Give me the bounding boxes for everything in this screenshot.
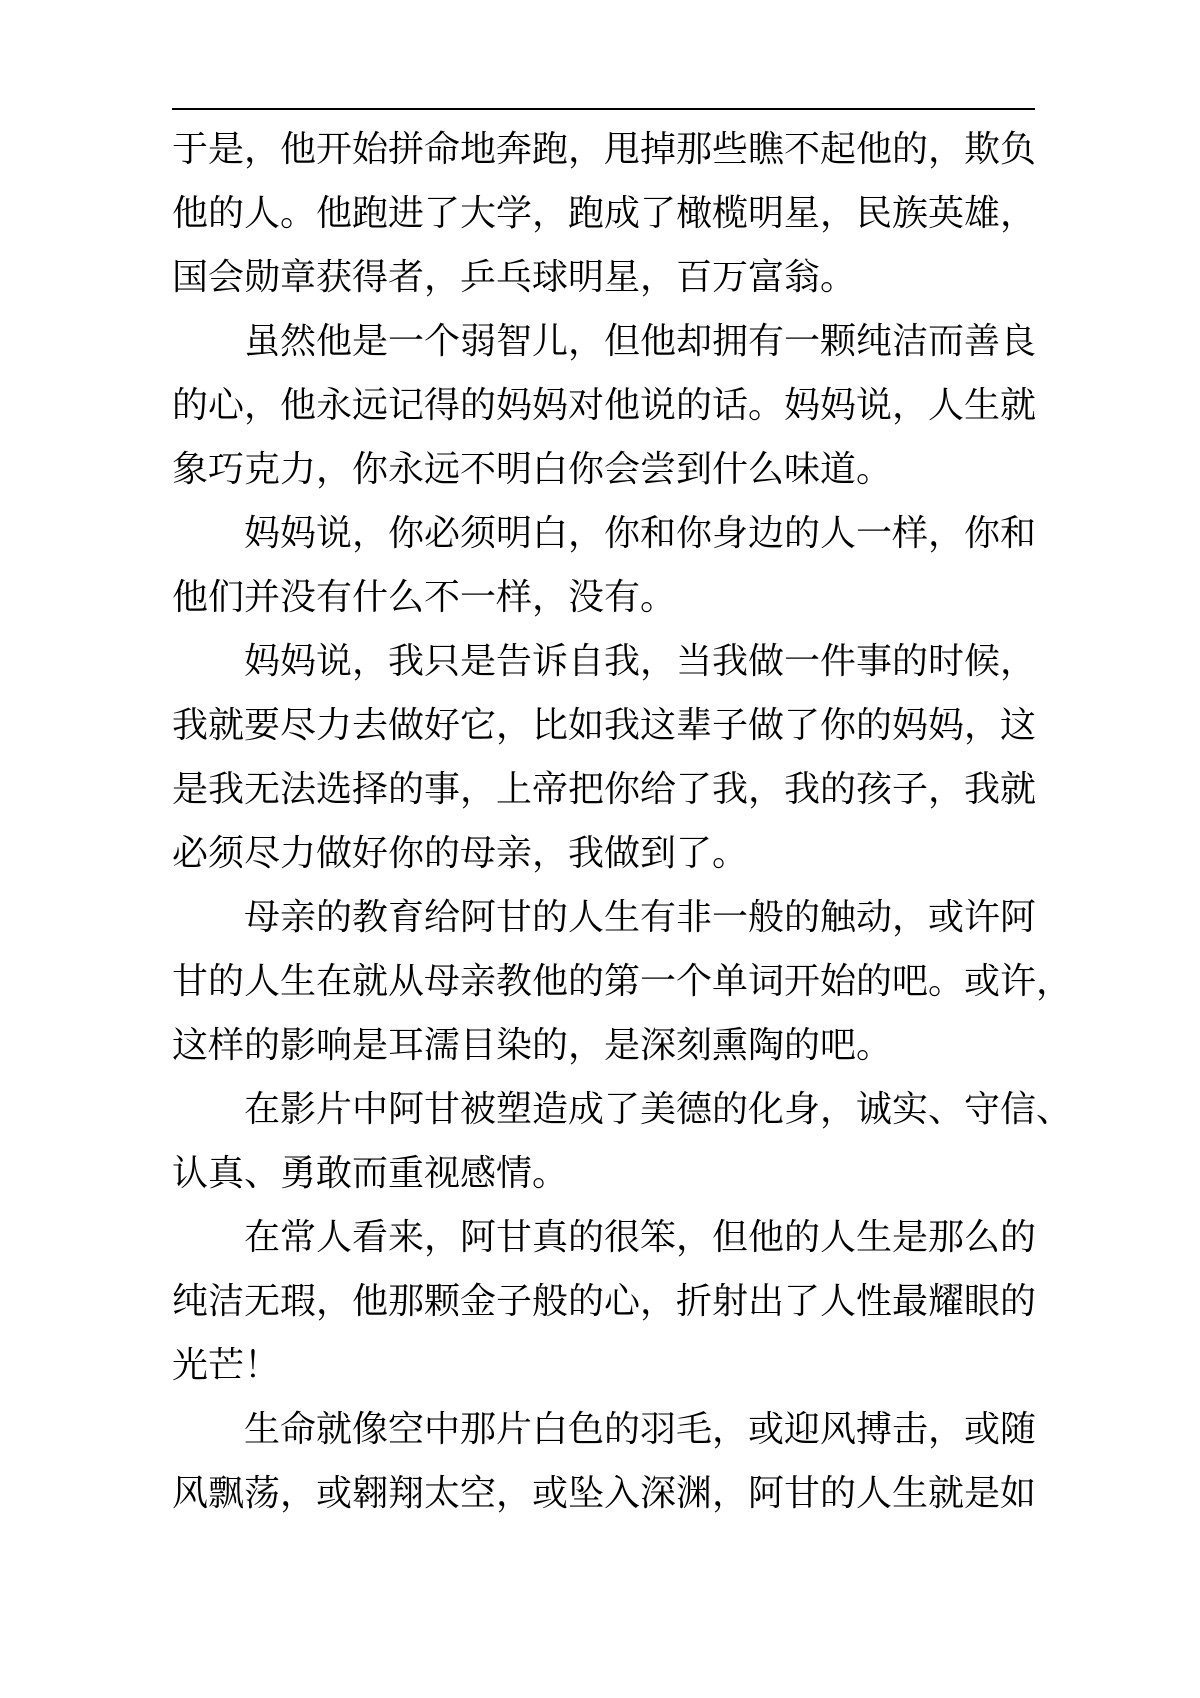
paragraph-line: 甘的人生在就从母亲教他的第一个单词开始的吧。或许， — [172, 961, 1073, 1002]
document-body — [172, 118, 1073, 1526]
paragraph-2 — [172, 310, 1044, 502]
paragraph-7 — [172, 1206, 1044, 1398]
paragraph-line: 纯洁无瑕，他那颗金子般的心，折射出了人性最耀眼的 — [172, 1281, 1037, 1322]
paragraph-6 — [172, 1078, 1073, 1206]
paragraph-line: 妈妈说，我只是告诉自我，当我做一件事的时候， — [244, 641, 1037, 682]
paragraph-8 — [172, 1398, 1044, 1526]
paragraph-line: 光芒！ — [172, 1345, 281, 1386]
paragraph-line: 虽然他是一个弱智儿，但他却拥有一颗纯洁而善良 — [244, 321, 1037, 362]
paragraph-line: 他的人。他跑进了大学，跑成了橄榄明星，民族英雄， — [172, 193, 1037, 234]
paragraph-1 — [172, 118, 1044, 310]
paragraph-line: 认真、勇敢而重视感情。 — [172, 1153, 569, 1194]
paragraph-line: 必须尽力做好你的母亲，我做到了。 — [172, 833, 749, 874]
paragraph-line: 风飘荡，或翱翔太空，或坠入深渊，阿甘的人生就是如 — [172, 1473, 1037, 1514]
paragraph-line: 的心，他永远记得的妈妈对他说的话。妈妈说，人生就 — [172, 385, 1037, 426]
paragraph-line: 于是，他开始拼命地奔跑，甩掉那些瞧不起他的，欺负 — [172, 129, 1037, 170]
paragraph-line: 生命就像空中那片白色的羽毛，或迎风搏击，或随 — [244, 1409, 1037, 1450]
header-rule — [172, 108, 1035, 110]
paragraph-line: 国会勋章获得者，乒乓球明星，百万富翁。 — [172, 257, 857, 298]
paragraph-3 — [172, 502, 1044, 630]
paragraph-line: 象巧克力，你永远不明白你会尝到什么味道。 — [172, 449, 893, 490]
paragraph-line: 在影片中阿甘被塑造成了美德的化身，诚实、守信、 — [244, 1089, 1073, 1130]
paragraph-line: 是我无法选择的事，上帝把你给了我，我的孩子，我就 — [172, 769, 1037, 810]
paragraph-line: 在常人看来，阿甘真的很笨，但他的人生是那么的 — [244, 1217, 1037, 1258]
paragraph-line: 母亲的教育给阿甘的人生有非一般的触动，或许阿 — [244, 897, 1037, 938]
paragraph-line: 这样的影响是耳濡目染的，是深刻熏陶的吧。 — [172, 1025, 893, 1066]
paragraph-5 — [172, 886, 1073, 1078]
paragraph-line: 妈妈说，你必须明白，你和你身边的人一样，你和 — [244, 513, 1037, 554]
paragraph-4 — [172, 630, 1044, 886]
paragraph-line: 他们并没有什么不一样，没有。 — [172, 577, 677, 618]
paragraph-line: 我就要尽力去做好它，比如我这辈子做了你的妈妈，这 — [172, 705, 1037, 746]
